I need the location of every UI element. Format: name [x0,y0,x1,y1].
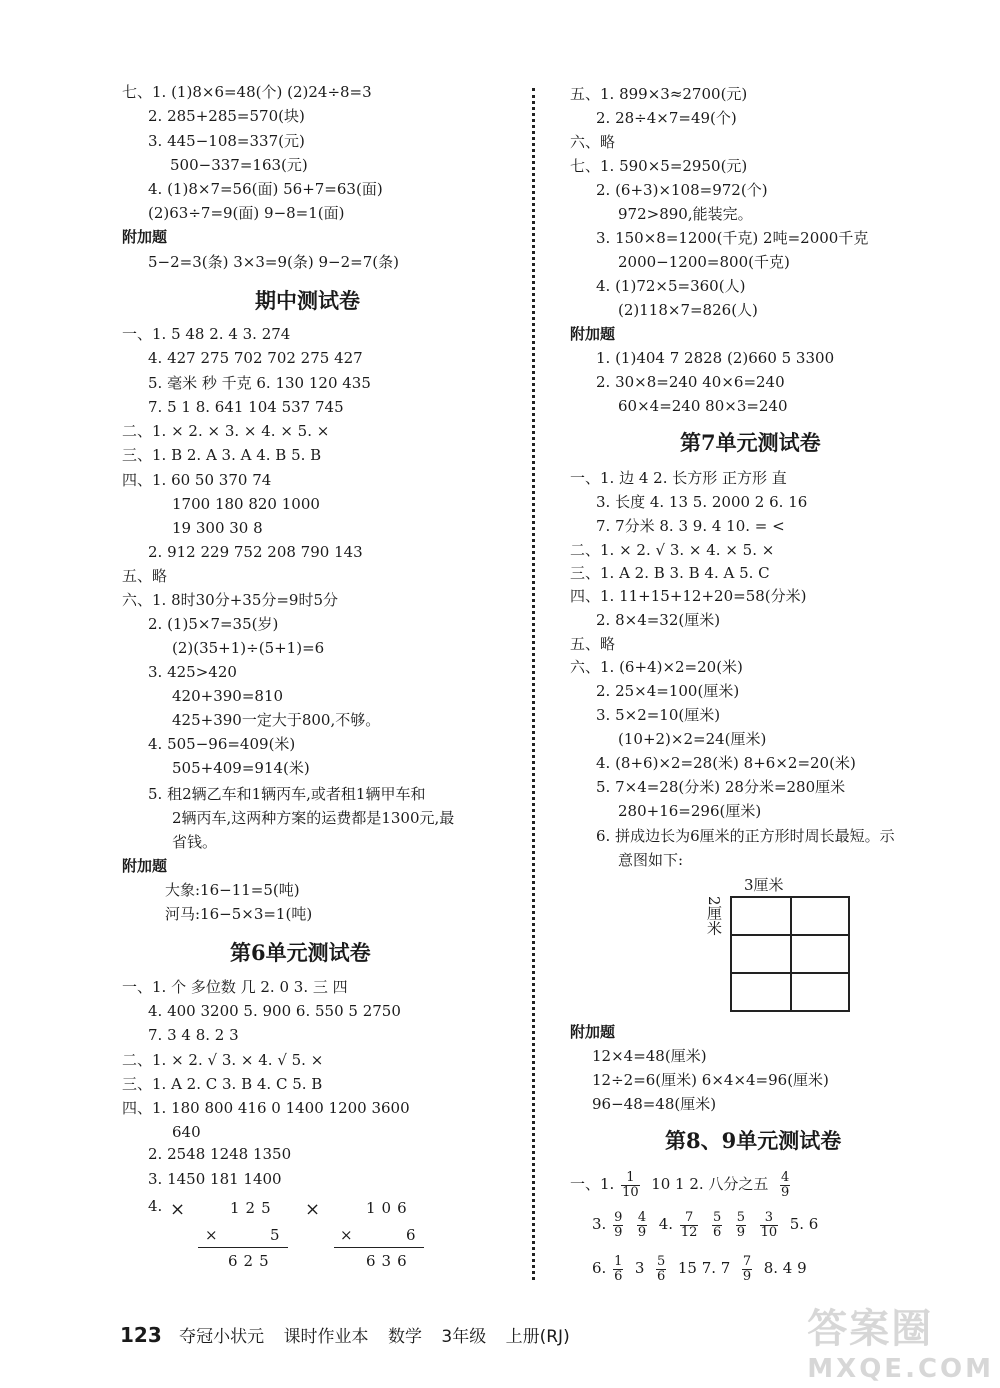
answer-line: 2辆丙车,这两种方案的运费都是1300元,最 [172,809,455,827]
numerator: 1 [621,1171,640,1186]
answer-line: 2. 30×8=240 40×6=240 [596,373,785,391]
answer-line: (2)118×7=826(人) [618,301,758,319]
mult-bottom: 6 [406,1226,422,1244]
section-title: 第7单元测试卷 [680,430,821,455]
answer-line: 3. 150×8=1200(千克) 2吨=2000千克 [596,229,869,247]
answer-line: 省钱。 [172,833,218,851]
mult-top: 125 [230,1199,277,1217]
grid-width-label: 3厘米 [744,876,784,894]
denominator: 6 [614,1268,623,1284]
item-label: 3. [592,1215,607,1233]
answer-text: 15 7. 7 [677,1259,731,1277]
answer-line [592,1208,818,1240]
answer-line: 7. 5 1 8. 641 104 537 745 [148,398,344,416]
page-number: 123 [120,1323,162,1347]
fraction [656,1255,666,1284]
numerator: 5 [712,1209,722,1225]
answer-line: 二、1. × 2. × 3. × 4. × 5. × [122,422,330,440]
mult-operator: × [340,1226,359,1244]
fraction [613,1255,623,1284]
answer-line: (10+2)×2=24(厘米) [618,730,767,748]
numerator: 4 [637,1209,647,1225]
answer-text: 8. 4 9 [763,1259,807,1277]
answer-line: 4. (1)72×5=360(人) [596,277,746,295]
subject: 数学 [387,1327,422,1347]
answer-line: 六、略 [570,133,616,151]
denominator: 10 [760,1224,778,1240]
extra-heading: 附加题 [122,857,168,875]
watermark-text: 答案圈 [807,1306,934,1352]
denominator: 9 [614,1224,623,1240]
mult-line [198,1247,288,1248]
mult-line [334,1247,424,1248]
term: 上册(RJ) [505,1327,570,1347]
fraction [736,1211,746,1240]
answer-line: 3. 445−108=337(元) [148,132,305,150]
answer-line: 5. 毫米 秒 千克 6. 130 120 435 [148,374,371,392]
answer-line: 一、1. 5 48 2. 4 3. 274 [122,325,291,343]
answer-line: (2)63÷7=9(面) 9−8=1(面) [148,204,345,222]
column-divider [532,88,535,1280]
square-grid-diagram [730,896,850,1012]
answer-line: 5−2=3(条) 3×3=9(条) 9−2=7(条) [148,253,399,271]
answer-line: 4. 427 275 702 702 275 427 [148,349,363,367]
answer-line: 2. 25×4=100(厘米) [596,682,740,700]
item-label: 一、1. [570,1175,615,1193]
fraction [712,1211,722,1240]
fraction [613,1211,623,1240]
answer-line: 972>890,能装完。 [618,205,753,223]
answer-line: 12×4=48(厘米) [592,1047,707,1065]
section-title: 第8、9单元测试卷 [665,1128,842,1153]
denominator: 9 [780,1184,790,1200]
numerator: 1 [614,1253,623,1269]
answer-line: 1700 180 820 1000 [172,495,320,513]
grid-line [732,972,848,974]
extra-heading: 附加题 [570,1023,616,1041]
answer-line: 七、1. 590×5=2950(元) [570,157,748,175]
item-label: 6. [592,1259,607,1277]
answer-line: 96−48=48(厘米) [592,1095,717,1113]
answer-line: 七、1. (1)8×6=48(个) (2)24÷8=3 [122,83,372,101]
answer-text: 5. 6 [789,1215,819,1233]
answer-line: 4. (8+6)×2=28(米) 8+6×2=20(米) [596,754,856,772]
watermark-url: MXQE.COM [807,1354,994,1384]
answer-line: 一、1. 边 4 2. 长方形 正方形 直 [570,469,787,487]
mult-result: 625 [228,1252,275,1270]
answer-line: (2)(35+1)÷(5+1)=6 [172,639,325,657]
answer-line: 2. 28÷4×7=49(个) [596,109,737,127]
denominator: 9 [736,1224,746,1240]
answer-line: 7. 7分米 8. 3 9. 4 10. = < [596,517,785,535]
denominator: 9 [742,1268,752,1284]
grid-line [790,898,792,1010]
denominator: 6 [712,1224,722,1240]
mult-top: 106 [366,1199,413,1217]
answer-line: 3. 长度 4. 13 5. 2000 2 6. 16 [596,493,808,511]
answer-text: 3 [634,1259,645,1277]
watermark [807,1297,994,1384]
answer-line: 一、1. 个 多位数 几 2. 0 3. 三 四 [122,978,348,996]
answer-line: 60×4=240 80×3=240 [618,397,788,415]
answer-line: 2. (6+3)×108=972(个) [596,181,768,199]
numerator: 4 [780,1169,790,1185]
answer-line: 四、1. 180 800 416 0 1400 1200 3600 [122,1099,410,1117]
book-name: 课时作业本 [283,1327,369,1347]
wrong-mark: × [305,1199,327,1220]
answer-line: 五、1. 899×3≈2700(元) [570,85,748,103]
answer-line: 六、1. (6+4)×2=20(米) [570,658,743,676]
fraction [621,1171,640,1200]
fraction [637,1211,647,1240]
answer-line: 640 [172,1123,201,1141]
answer-line: 2000−1200=800(千克) [618,253,790,271]
answer-line: 3. 425>420 [148,663,237,681]
answer-line: 12÷2=6(厘米) 6×4×4=96(厘米) [592,1071,829,1089]
answer-line: 2. (1)5×7=35(岁) [148,615,279,633]
mult-bottom: 5 [270,1226,286,1244]
denominator: 9 [637,1224,647,1240]
numerator: 5 [657,1253,666,1269]
answer-line: 大象:16−11=5(吨) [165,881,300,899]
answer-line: 三、1. A 2. C 3. B 4. C 5. B [122,1075,323,1093]
answer-line: 2. 2548 1248 1350 [148,1145,292,1163]
answer-line: 4. 400 3200 5. 900 6. 550 5 2750 [148,1002,401,1020]
answer-line: 5. 租2辆乙车和1辆丙车,或者租1辆甲车和 [148,785,426,803]
answer-line: 3. 1450 181 1400 [148,1170,282,1188]
answer-line: 1. (1)404 7 2828 (2)660 5 3300 [596,349,835,367]
answer-line: 500−337=163(元) [170,156,308,174]
extra-heading: 附加题 [122,228,168,246]
numerator: 9 [614,1209,623,1225]
answer-line: 2. 912 229 752 208 790 143 [148,543,363,561]
answer-line: 二、1. × 2. √ 3. × 4. × 5. × [570,541,775,559]
answer-line: 河马:16−5×3=1(吨) [165,905,313,923]
answer-line: 505+409=914(米) [172,759,310,777]
answer-text: 10 1 2. 八分之五 [651,1175,769,1193]
answer-line: 2. 285+285=570(块) [148,107,305,125]
answer-line: 三、1. B 2. A 3. A 4. B 5. B [122,446,322,464]
fraction [760,1211,779,1240]
answer-line: 六、1. 8时30分+35分=9时5分 [122,591,339,609]
mult-operator: × [205,1226,224,1244]
numerator: 7 [680,1211,699,1226]
wrong-mark: × [170,1199,192,1220]
mult-result: 636 [366,1252,413,1270]
answer-line: 2. 8×4=32(厘米) [596,611,721,629]
numerator: 5 [736,1209,746,1225]
answer-line: 二、1. × 2. √ 3. × 4. √ 5. × [122,1051,324,1069]
answer-line: 四、1. 11+15+12+20=58(分米) [570,587,807,605]
answer-line: 19 300 30 8 [172,519,263,537]
answer-line [592,1252,807,1284]
grid-height-label: 2厘米 [705,896,723,936]
answer-line: 4. [148,1197,163,1215]
section-title: 期中测试卷 [255,288,360,313]
answer-line: 四、1. 60 50 370 74 [122,471,272,489]
item-label: 4. [658,1215,674,1233]
answer-line: 4. (1)8×7=56(面) 56+7=63(面) [148,180,383,198]
grid-line [732,934,848,936]
answer-line: 280+16=296(厘米) [618,802,762,820]
answer-line: 5. 7×4=28(分米) 28分米=280厘米 [596,778,846,796]
extra-heading: 附加题 [570,325,616,343]
fraction [780,1171,790,1200]
section-title: 第6单元测试卷 [230,940,371,965]
answer-line: 7. 3 4 8. 2 3 [148,1026,239,1044]
answer-line: 五、略 [570,635,616,653]
denominator: 10 [622,1184,639,1200]
brand-name: 夺冠小状元 [179,1327,265,1347]
answer-line: 三、1. A 2. B 3. B 4. A 5. C [570,564,770,582]
answer-line: 意图如下: [618,851,684,869]
answer-line: 425+390一定大于800,不够。 [172,711,381,729]
answer-line [570,1168,792,1200]
numerator: 3 [760,1211,779,1226]
numerator: 7 [742,1253,752,1269]
fraction [680,1211,699,1240]
denominator: 12 [680,1224,698,1240]
answer-line: 五、略 [122,567,168,585]
denominator: 6 [657,1268,666,1284]
grade: 3年级 [441,1327,487,1347]
answer-line: 3. 5×2=10(厘米) [596,706,721,724]
answer-line: 4. 505−96=409(米) [148,735,296,753]
answer-line: 6. 拼成边长为6厘米的正方形时周长最短。示 [596,827,895,845]
answer-line: 420+390=810 [172,687,284,705]
page-footer [120,1322,584,1347]
fraction [742,1255,752,1284]
